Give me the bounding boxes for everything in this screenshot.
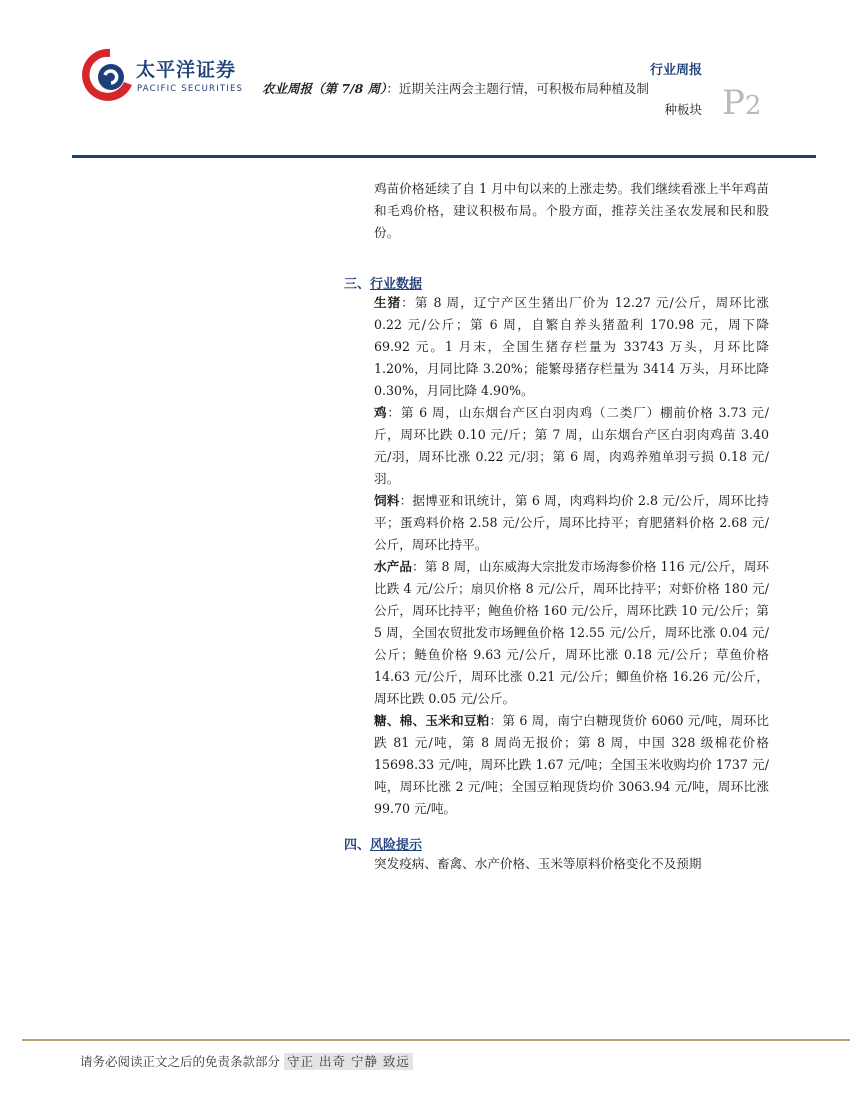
company-logo — [80, 45, 244, 105]
data-item-text: ：第 8 周，山东威海大宗批发市场海参价格 116 元/公斤，周环比跌 4 元/公斤；扇贝价格 8 元/公斤，周环比持平；对虾价格 180 元/公斤，周环比持平；鲍鱼价格 160 元/公斤，周环比跌 10 元/公斤；第 5 周，全国农贸批发市场鲤鱼价格 12.55 元/公斤，周环比涨 0.04 元/公斤；鲢鱼价格 9.63 元/公斤，周环比涨 0.18 元/公斤；草鱼价格 14.63 元/公斤，周环比涨 0.21 元/公斤；鲫鱼价格 16.26 元/公斤，周环比跌 0.05 元/公斤。 — [374, 559, 770, 706]
logo-english-name: PACIFIC SECURITIES — [137, 84, 244, 94]
risk-text: 突发疫病、畜禽、水产价格、玉米等原料价格变化不及预期 — [374, 856, 702, 871]
section-4-title: 风险提示 — [370, 838, 423, 853]
section-4-number: 四、 — [344, 838, 371, 853]
data-item-text: ：第 6 周，山东烟台产区白羽肉鸡（二类厂）棚前价格 3.73 元/斤，周环比跌 0.10 元/斤；第 7 周，山东烟台产区白羽肉鸡苗 3.40 元/羽，周环比涨 0.22 元/羽；第 6 周，肉鸡养殖单羽亏损 0.18 元/羽。 — [374, 405, 770, 486]
data-item-feed — [374, 490, 769, 556]
page-number — [722, 83, 761, 123]
data-item-label: 水产品 — [374, 559, 413, 574]
data-item-label: 饲料 — [374, 493, 400, 508]
data-item-sugar-cotton-corn-soymeal — [374, 710, 769, 820]
header-divider — [72, 155, 816, 158]
section-3-title: 行业数据 — [370, 277, 423, 292]
risk-paragraph — [374, 853, 769, 875]
page-digit: 2 — [744, 91, 762, 121]
data-item-aquatic — [374, 556, 769, 710]
intro-text: 鸡苗价格延续了自 1 月中旬以来的上涨走势。我们继续看涨上半年鸡苗和毛鸡价格，建议积极布局。个股方面，推荐关注圣农发展和民和股份。 — [374, 181, 769, 240]
report-type: 行业周报 — [649, 63, 702, 78]
section-3-number: 三、 — [344, 277, 371, 292]
footer-divider — [22, 1039, 850, 1041]
data-item-text: ：据博亚和讯统计，第 6 周，肉鸡料均价 2.8 元/公斤，周环比持平；蛋鸡料价格 2.58 元/公斤，周环比持平；育肥猪料价格 2.68 元/公斤，周环比持平。 — [374, 493, 770, 552]
data-item-label: 生猪 — [374, 295, 402, 310]
data-item-hog — [374, 292, 769, 402]
data-item-text: ：第 6 周，南宁白糖现货价 6060 元/吨，周环比跌 81 元/吨，第 8 周尚无报价；第 8 周，中国 328 级棉花价格 15698.33 元/吨，周环比跌 1.67 元/吨；全国玉米收购均价 1737 元/吨，周环比涨 2 元/吨；全国豆粕现货均价 3063.94 元/吨，周环比涨 99.70 元/吨。 — [374, 713, 769, 816]
logo-chinese-name: 太平洋证券 — [136, 59, 237, 81]
footer — [80, 1052, 413, 1070]
report-title-continuation: 种板块 — [664, 102, 702, 117]
intro-paragraph — [374, 178, 769, 244]
report-title-bold: 农业周报（第 7/8 周） — [262, 81, 387, 96]
data-item-label: 糖、棉、玉米和豆粕 — [374, 713, 490, 728]
section-4-heading — [344, 834, 422, 853]
pacific-securities-logo-icon — [80, 45, 134, 105]
report-title — [262, 78, 702, 100]
data-item-chicken — [374, 402, 769, 490]
footer-disclaimer-notice: 请务必阅读正文之后的免责条款部分 — [80, 1054, 281, 1069]
data-item-text: ：第 8 周，辽宁产区生猪出厂价为 12.27 元/公斤，周环比涨 0.22 元/公斤；第 6 周，自繁自养头猪盈利 170.98 元，周下降 69.92 元。1 月末，全国生猪存栏量为 33743 万头，月环比降 1.20%，月同比降 3.20%；能繁母猪存栏量为 3414 万头，月环比降 0.30%，月同比降 4.90%。 — [374, 295, 769, 398]
section-3-heading — [344, 273, 422, 292]
report-title-rest: ：近期关注两会主题行情，可积极布局种植及制 — [386, 81, 649, 96]
industry-data-list — [374, 292, 769, 820]
page-letter: P — [722, 83, 745, 123]
footer-motto: 守正 出奇 宁静 致远 — [284, 1053, 413, 1070]
data-item-label: 鸡 — [374, 405, 388, 420]
